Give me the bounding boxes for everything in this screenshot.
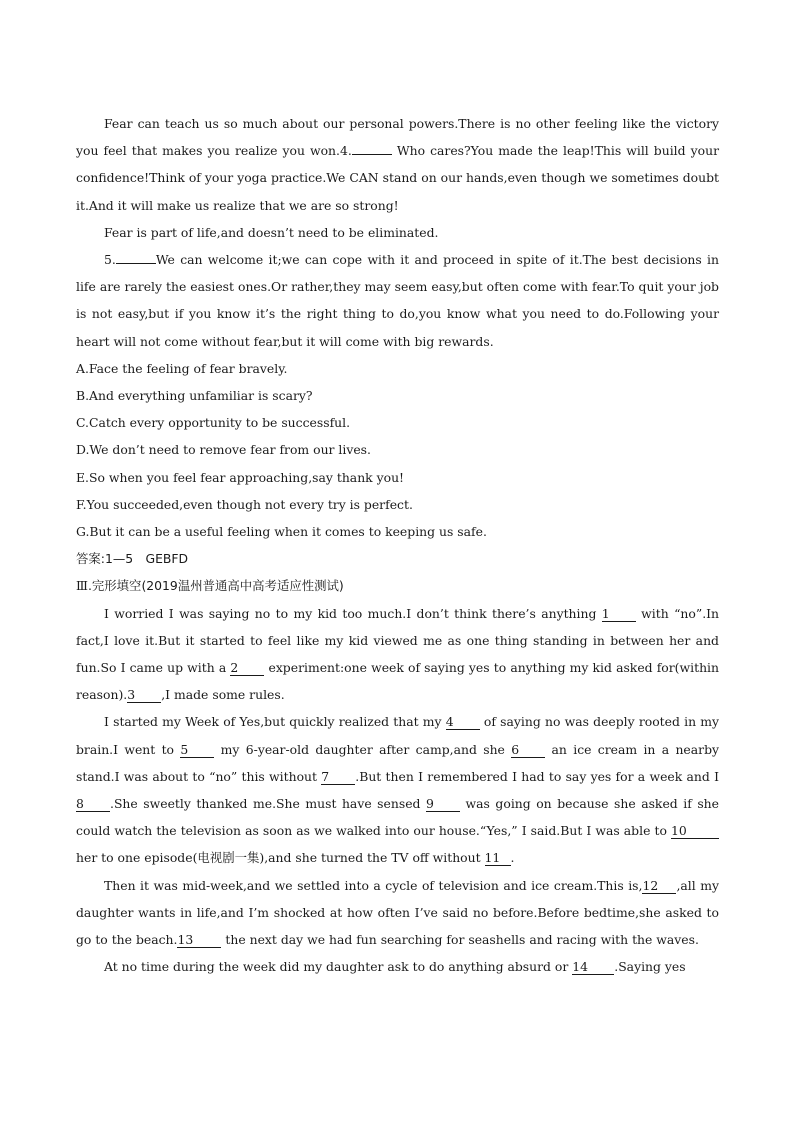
option-e: E.So when you feel fear approaching,say thank you! — [76, 469, 405, 485]
option-d: D.We don’t need to remove fear from our lives. — [76, 442, 371, 458]
options-list — [76, 355, 719, 545]
blank-7[interactable]: 7 — [321, 769, 355, 785]
passage1-p3-text: We can welcome it;we can cope with it and proceed in spite of it.The best decisions in life are rarely the easiest ones.Or rather,they may seem easy,but often come with fear.To quit your job is not easy,but if you know it’s the right thing to do,you know what you need to do.Following your heart will not come without fear,but it will come with big rewards. — [76, 252, 719, 349]
passage2-paragraph3 — [76, 872, 719, 954]
blank-14[interactable]: 14 — [572, 959, 614, 975]
text-run: Then it was mid-week,and we settled into a cycle of television and ice cream.This is, — [104, 877, 643, 893]
section-title — [76, 572, 719, 599]
passage1-p1-text-b: Who cares?You made the leap!This will build your confidence!Think of your yoga practice.We CAN stand on our hands,even though we sometimes doubt it.And it will make us realize that we are so strong! — [76, 143, 719, 213]
text-run: I worried I was saying no to my kid too much.I don’t think there’s anything — [104, 605, 602, 621]
text-run: was going on because she asked if she could watch the television as soon as we walked into our house.“Yes,” I said.But I was able to — [76, 796, 719, 839]
blank-4[interactable]: 4 — [446, 714, 480, 730]
chinese-gloss: 电视剧一集 — [197, 850, 260, 866]
passage1-paragraph2: Fear is part of life,and doesn’t need to be eliminated. — [104, 224, 439, 240]
blank-5[interactable]: 5 — [180, 742, 214, 758]
passage1-p1-text-a: Fear can teach us so much about our personal powers.There is no other feeling like the victory you feel that makes you realize you won.4. — [76, 116, 719, 159]
passage1-paragraph3 — [76, 246, 719, 355]
option-c: C.Catch every opportunity to be successful. — [76, 415, 351, 431]
section-title-text: 完形填空(2019温州普通高中高考适应性测试) — [91, 578, 344, 594]
passage2-paragraph2 — [76, 708, 719, 871]
blank-8[interactable]: 8 — [76, 796, 110, 812]
text-run: .She sweetly thanked me.She must have sensed — [110, 796, 427, 812]
blank-4[interactable] — [352, 154, 392, 155]
option-b: B.And everything unfamiliar is scary? — [76, 388, 313, 404]
blank-9[interactable]: 9 — [426, 796, 460, 812]
section-number: Ⅲ. — [76, 578, 92, 594]
text-run: ,all my daughter wants in life,and I’m shocked at how often I’ve said no before.Before bedtime,she asked to go to the beach. — [76, 877, 719, 948]
blank-6[interactable]: 6 — [511, 742, 545, 758]
text-run: At no time during the week did my daughter ask to do anything absurd or — [104, 959, 573, 975]
text-run: I started my Week of Yes,but quickly realized that my — [104, 714, 446, 730]
document-page — [76, 110, 719, 981]
text-run: of saying no was deeply rooted in my brain.I went to — [76, 714, 719, 757]
blank-1[interactable]: 1 — [602, 606, 636, 622]
answer-key: 答案:1—5 GEBFD — [76, 551, 189, 567]
text-run: .But then I remembered I had to say yes for a week and I — [355, 768, 719, 784]
blank-2[interactable]: 2 — [230, 660, 264, 676]
text-run: her to one episode( — [76, 850, 198, 866]
blank-13[interactable]: 13 — [177, 932, 221, 948]
passage2-paragraph4 — [76, 953, 719, 980]
text-run: experiment:one week of saying yes to anything my kid asked for(within reason). — [76, 660, 719, 703]
text-run: . — [510, 850, 515, 866]
text-run: .Saying yes — [614, 959, 686, 975]
blank-10[interactable]: 10 — [671, 823, 719, 839]
text-run: ,I made some rules. — [161, 687, 285, 703]
text-run: ),and she turned the TV off without — [259, 850, 485, 866]
question-number-5: 5. — [104, 252, 116, 268]
text-run: my 6-year-old daughter after camp,and she — [214, 741, 512, 757]
text-run: an ice cream in a nearby stand.I was about to “no” this without — [76, 741, 720, 784]
text-run: the next day we had fun searching for seashells and racing with the waves. — [221, 932, 699, 948]
blank-11[interactable]: 11 — [485, 850, 511, 866]
text-run: with “no”.In fact,I love it.But it started to feel like my kid viewed me as one thing standing in between her and fun.So I came up with a — [76, 605, 720, 676]
blank-5[interactable] — [116, 263, 156, 264]
option-f: F.You succeeded,even though not every try is perfect. — [76, 496, 413, 512]
option-g: G.But it can be a useful feeling when it comes to keeping us safe. — [76, 524, 487, 540]
passage1-paragraph1 — [76, 110, 719, 219]
blank-3[interactable]: 3 — [127, 687, 161, 703]
option-a: A.Face the feeling of fear bravely. — [76, 360, 288, 376]
passage2-paragraph1 — [76, 600, 719, 709]
blank-12[interactable]: 12 — [642, 878, 676, 894]
